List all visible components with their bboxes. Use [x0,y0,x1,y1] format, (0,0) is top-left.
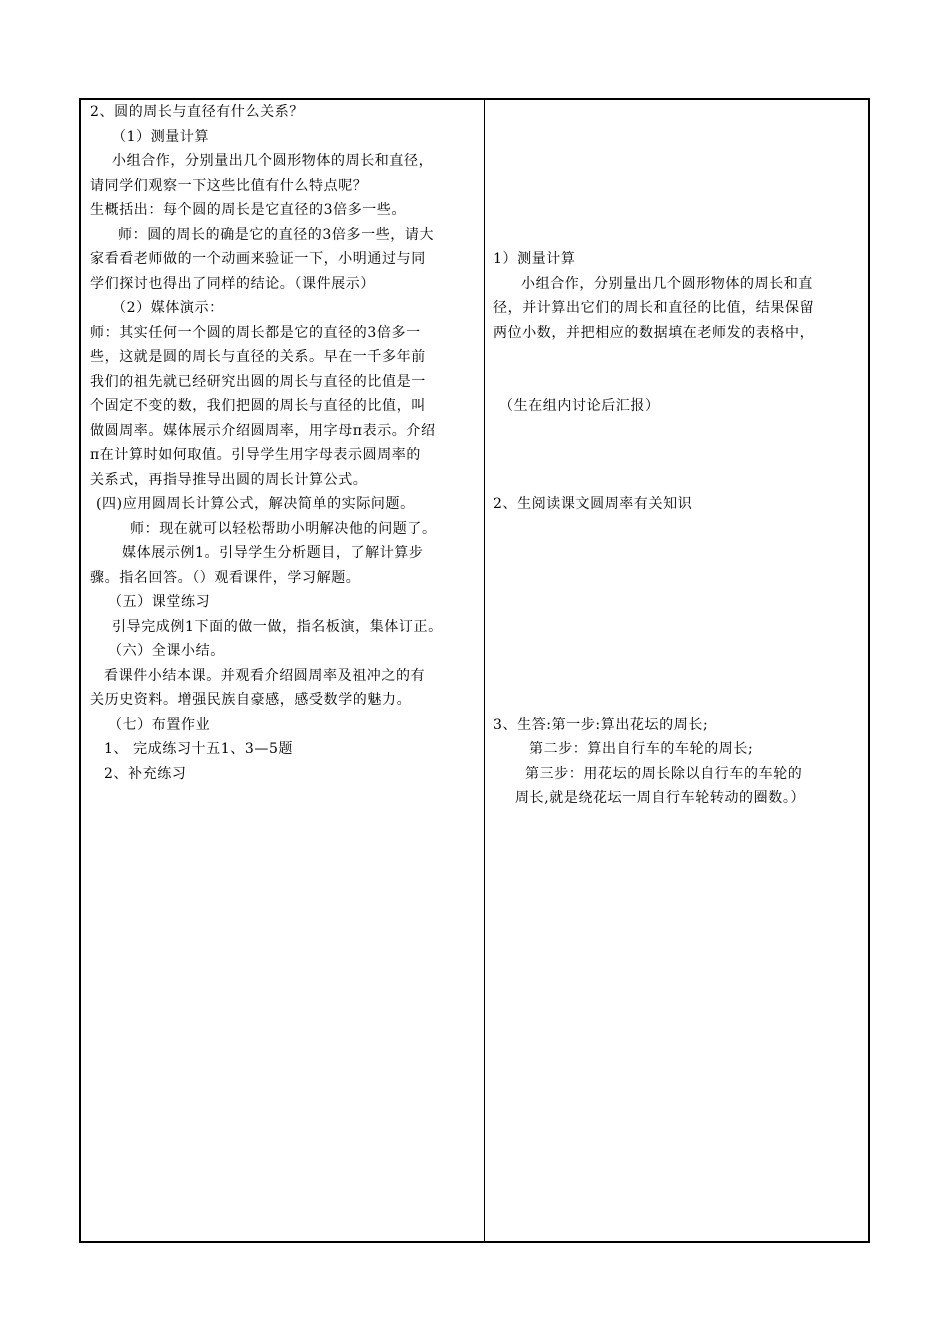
teacher-text-line: (四)应用圆周长计算公式，解决简单的实际问题。 [96,496,415,512]
teacher-text-line: （2）媒体演示： [112,300,224,316]
student-activity-column [493,100,863,811]
column-divider [484,100,485,1241]
teacher-text-line: 师：现在就可以轻松帮助小明解决他的问题了。 [130,520,437,537]
teacher-text-line: 请同学们观察一下这些比值有什么特点呢？ [90,177,368,194]
teacher-text-line: 个固定不变的数，我们把圆的周长与直径的比值，叫 [90,398,426,414]
teacher-text-line: 家看看老师做的一个动画来验证一下，小明通过与同 [90,251,426,267]
student-text-line [493,174,863,199]
teacher-text-line: （五）课堂练习 [108,594,211,610]
student-text-line [493,370,863,395]
teacher-text-line: 学们探讨也得出了同样的结论。（课件展示） [90,275,375,292]
student-text-line [493,517,863,542]
student-text-line: （生在组内讨论后汇报） [499,398,660,414]
student-text-line [493,688,863,713]
teacher-text-line: 2、补充练习 [104,765,187,782]
student-text-line [493,345,863,370]
teacher-text-line: 生概括出：每个圆的周长是它直径的3倍多一些。 [90,202,407,218]
teacher-text-line: 骤。指名回答。（）观看课件，学习解题。 [90,569,361,586]
teacher-text-line: 引导完成例1下面的做一做，指名板演，集体订正。 [112,618,443,635]
student-text-line: 两位小数，并把相应的数据填在老师发的表格中， [493,324,815,341]
teacher-text-line: 我们的祖先就已经研究出圆的周长与直径的比值是一 [90,373,426,390]
student-text-line [493,419,863,444]
teacher-text-line: 媒体展示例1。引导学生分析题目，了解计算步 [122,545,424,561]
teacher-text-line: 看课件小结本课。并观看介绍圆周率及祖冲之的有 [104,667,426,684]
student-text-line: 径，并计算出它们的周长和直径的比值，结果保留 [493,300,815,316]
student-text-line [493,541,863,566]
student-text-line [493,100,863,125]
teacher-text-line: 做圆周率。媒体展示介绍圆周率，用字母π表示。介绍 [90,422,436,439]
student-text-line [493,639,863,664]
teacher-text-line: 1、 完成练习十五1、3—5题 [104,741,294,757]
teacher-text-line: 些，这就是圆的周长与直径的关系。早在一千多年前 [90,349,426,365]
teacher-activity-column [90,100,478,786]
teacher-text-line: （六）全课小结。 [108,643,225,659]
teacher-text-line: 师：其实任何一个圆的周长都是它的直径的3倍多一 [90,324,421,341]
student-text-line [493,566,863,591]
teacher-text-line: 师：圆的周长的确是它的直径的3倍多一些，请大 [118,226,435,243]
student-text-line [493,590,863,615]
teacher-text-line: （1）测量计算 [112,128,210,145]
student-text-line: 第二步：算出自行车的车轮的周长; [529,741,754,757]
student-text-line: 周长,就是绕花坛一周自行车轮转动的圈数。） [515,790,806,806]
teacher-text-line: （七）布置作业 [108,716,211,733]
student-text-line [493,664,863,689]
student-text-line: 3、生答:第一步:算出花坛的周长; [493,716,709,733]
teacher-text-line: 小组合作，分别量出几个圆形物体的周长和直径， [112,153,434,169]
teacher-text-line: 2、圆的周长与直径有什么关系？ [90,104,304,120]
student-text-line: 小组合作，分别量出几个圆形物体的周长和直 [521,275,813,292]
teacher-text-line: π在计算时如何取值。引导学生用字母表示圆周率的 [90,447,421,463]
student-text-line: 2、生阅读课文圆周率有关知识 [493,496,693,512]
teacher-text-line: 关历史资料。增强民族自豪感，感受数学的魅力。 [90,692,412,708]
student-text-line [493,149,863,174]
student-text-line: 1）测量计算 [493,251,576,267]
student-text-line [493,615,863,640]
student-text-line [493,223,863,248]
lesson-plan-table [79,98,870,1243]
student-text-line [493,198,863,223]
student-text-line [493,468,863,493]
teacher-text-line: 关系式，再指导推导出圆的周长计算公式。 [90,471,368,488]
student-text-line: 第三步：用花坛的周长除以自行车的车轮的 [525,765,803,782]
student-text-line [493,125,863,150]
student-text-line [493,443,863,468]
